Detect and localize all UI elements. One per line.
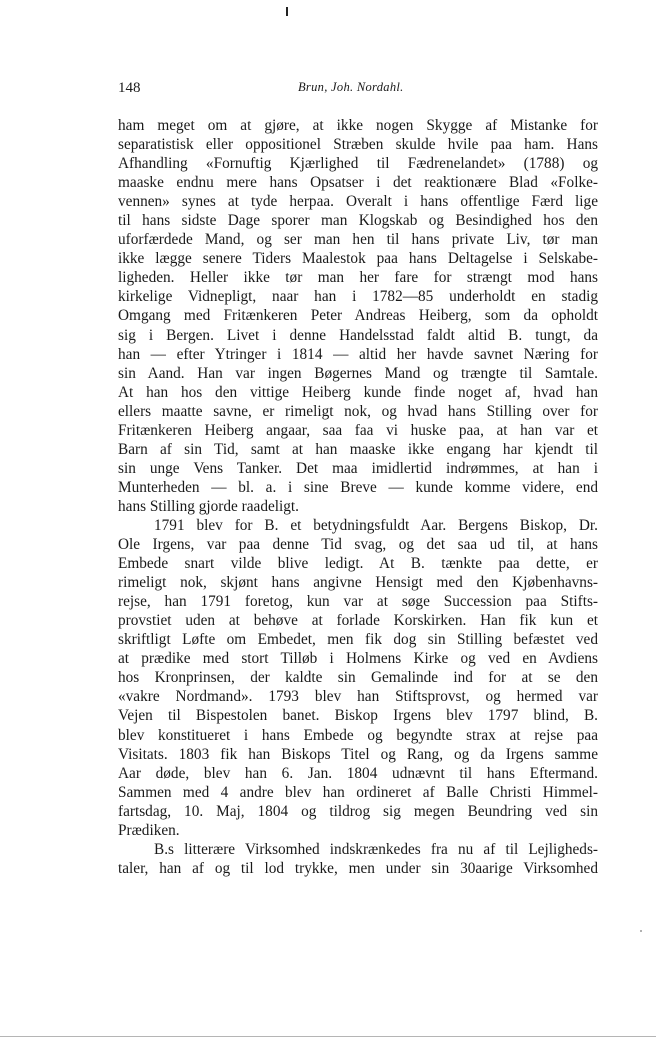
- text-line: rejse, han 1791 foretog, kun var at søge Succession paa Stifts-: [118, 593, 598, 611]
- text-line: At han hos den vittige Heiberg kunde finde noget af, hvad han: [118, 383, 598, 401]
- text-line: ligheden. Heller ikke tør man her fare for strængt mod hans: [118, 269, 598, 287]
- text-line: skriftligt Løfte om Embedet, men fik dog sin Stilling befæstet ved: [118, 631, 598, 649]
- text-line: hans Stilling gjorde raadeligt.: [118, 497, 299, 515]
- text-line: rimeligt nok, skjønt hans angivne Hensigt med den Kjøbenhavns-: [118, 574, 598, 592]
- paragraph: [118, 116, 598, 516]
- text-line: sig i Bergen. Livet i denne Handelsstad faldt altid B. tungt, da: [118, 326, 598, 344]
- text-line: Vejen til Bispestolen banet. Biskop Irgens blev 1797 blind, B.: [118, 707, 598, 725]
- text-line: vennen» synes at tyde herpaa. Overalt i hans offentlige Færd lige: [118, 193, 598, 211]
- text-line: kirkelige Vidnepligt, naar han i 1782—85 underholdt en stadig: [118, 288, 598, 306]
- page-speck: [640, 930, 642, 932]
- text-line: ham meget om at gjøre, at ikke nogen Skygge af Mistanke for: [118, 117, 598, 134]
- text-line: Embede snart vilde blive ledigt. At B. tænkte paa dette, er: [118, 555, 598, 573]
- text-line: Prædiken.: [118, 821, 180, 839]
- page-bottom-edge: [0, 1036, 656, 1037]
- page-header: [118, 80, 598, 102]
- text-line: hos Kronprinsen, der kaldte sin Gemalinde ind for at se den: [118, 669, 598, 687]
- page-number: 148: [118, 80, 141, 96]
- text-line: uforfærdede Mand, og ser man hen til hans private Liv, tør man: [118, 231, 598, 249]
- text-line: B.s litterære Virksomhed indskrænkedes fra nu af til Lejligheds-: [154, 840, 598, 858]
- text-line: ellers maatte savne, er rimeligt nok, og hvad hans Stilling over for: [118, 402, 598, 420]
- text-line: Fritænkeren Heiberg angaar, saa faa vi huske paa, at han var et: [118, 421, 598, 439]
- text-line: taler, han af og til lod trykke, men under sin 30aarige Virksomhed: [118, 859, 598, 877]
- text-line: at prædike med stort Tilløb i Holmens Kirke og ved en Avdiens: [118, 650, 598, 668]
- body-text: [118, 116, 598, 878]
- text-line: Aar døde, blev han 6. Jan. 1804 udnævnt til hans Eftermand.: [118, 764, 598, 782]
- paragraph: [118, 840, 598, 878]
- text-line: Barn af sin Tid, samt at han maaske ikke engang har kjendt til: [118, 440, 598, 458]
- text-line: provstiet uden at behøve at forlade Korskirken. Han fik kun et: [118, 612, 598, 630]
- text-line: «vakre Nordmand». 1793 blev han Stiftsprovst, og hermed var: [118, 688, 598, 706]
- text-line: fartsdag, 10. Maj, 1804 og tildrog sig megen Beundring ved sin: [118, 802, 598, 820]
- text-line: sin Aand. Han var ingen Bøgernes Mand og trængte til Samtale.: [118, 364, 598, 382]
- top-page-mark: [286, 7, 288, 16]
- text-line: til hans sidste Dage sporer man Klogskab og Besindighed hos den: [118, 212, 598, 230]
- text-line: han — efter Ytringer i 1814 — altid her havde savnet Næring for: [118, 345, 598, 363]
- text-line: maaske endnu mere hans Opsatser i det reaktionære Blad «Folke-: [118, 174, 598, 192]
- text-line: sin unge Vens Tanker. Det maa imidlertid indrømmes, at han i: [118, 459, 598, 477]
- text-line: ikke lægge senere Tiders Maalestok paa hans Deltagelse i Selskabe-: [118, 250, 598, 268]
- text-line: Sammen med 4 andre blev han ordineret af Balle Christi Himmel-: [118, 783, 598, 801]
- text-line: Munterheden — bl. a. i sine Breve — kunde komme videre, end: [118, 478, 598, 496]
- text-line: Omgang med Fritænkeren Peter Andreas Heiberg, som da opholdt: [118, 307, 598, 325]
- paragraph: [118, 516, 598, 840]
- text-line: Afhandling «Fornuftig Kjærlighed til Fædrenelandet» (1788) og: [118, 155, 598, 173]
- text-line: 1791 blev for B. et betydningsfuldt Aar. Bergens Biskop, Dr.: [154, 516, 598, 534]
- text-line: separatistisk eller oppositionel Stræben skulde hvile paa ham. Hans: [118, 136, 598, 154]
- text-line: Ole Irgens, var paa denne Tid svag, og det saa ud til, at hans: [118, 536, 598, 554]
- text-line: blev konstitueret i hans Embede og begyndte strax at rejse paa: [118, 726, 598, 744]
- running-head: Brun, Joh. Nordahl.: [298, 80, 404, 94]
- text-line: Visitats. 1803 fik han Biskops Titel og Rang, og da Irgens samme: [118, 745, 598, 763]
